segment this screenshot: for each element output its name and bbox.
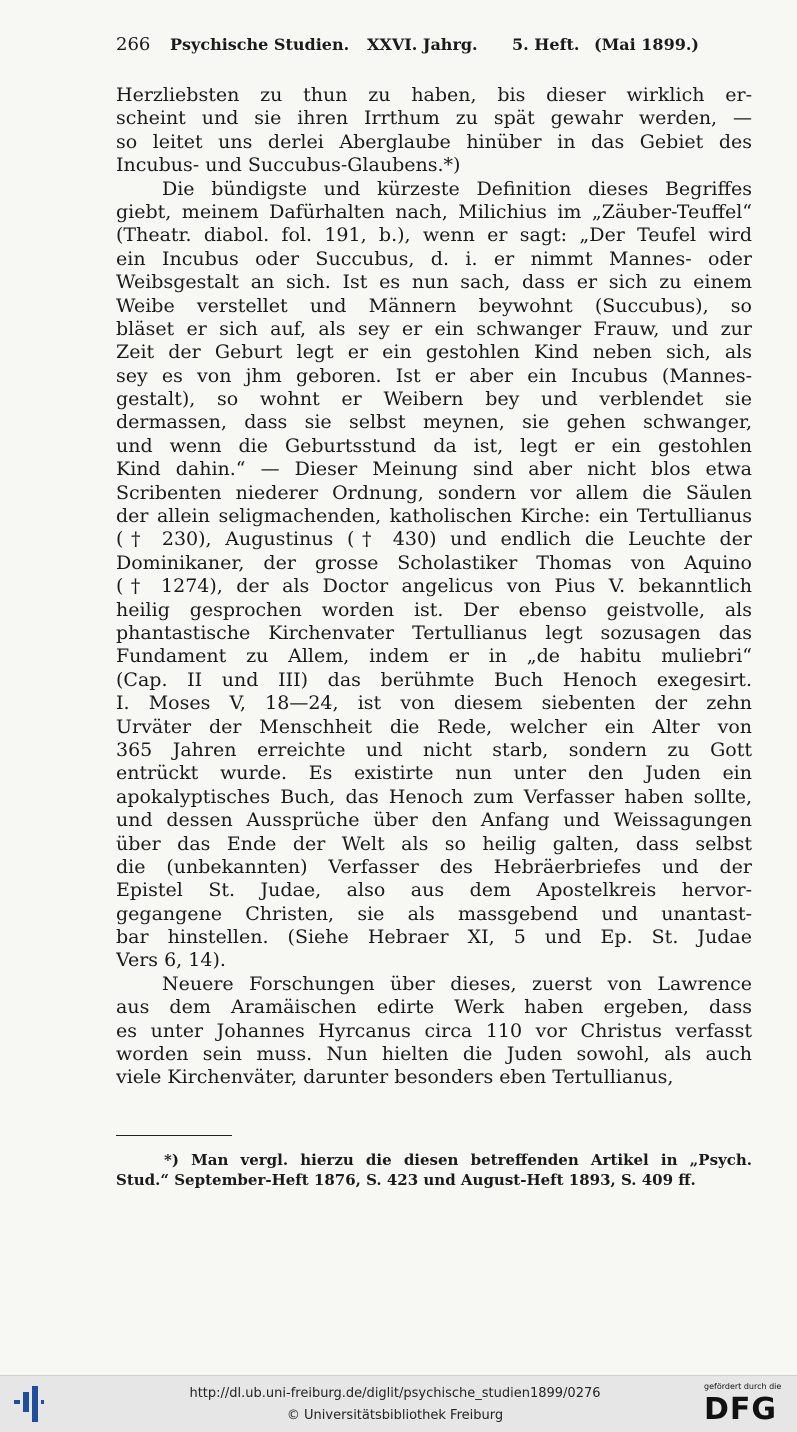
- text-line: aus dem Aramäischen edirte Werk haben ergeben, dass: [116, 996, 752, 1019]
- text-line: Dominikaner, der grosse Scholastiker Thomas von Aquino: [116, 551, 752, 574]
- text-line: Urväter der Menschheit die Rede, welcher ein Alter von: [116, 715, 752, 738]
- text-line: († 1274), der als Doctor angelicus von Pius V. bekanntlich: [116, 575, 752, 598]
- text-line: Vers 6, 14).: [116, 949, 226, 972]
- text-line: viele Kirchenväter, darunter besonders eben Tertullianus,: [116, 1066, 674, 1089]
- text-line: entrückt wurde. Es existirte nun unter den Juden ein: [116, 762, 752, 785]
- text-line: und dessen Aussprüche über den Anfang und Weissagungen: [116, 809, 752, 832]
- issue-label: 5. Heft.: [512, 35, 580, 54]
- viewer-footer: [0, 1375, 797, 1432]
- text-line: so leitet uns derlei Aberglaube hinüber in das Gebiet des: [116, 130, 752, 153]
- text-line: dermassen, dass sie selbst meynen, sie gehen schwanger,: [116, 411, 752, 434]
- text-line: Zeit der Geburt legt er ein gestohlen Kind neben sich, als: [116, 341, 752, 364]
- text-line: Herzliebsten zu thun zu haben, bis dieser wirklich er-: [116, 84, 752, 106]
- text-line: heilig gesprochen worden ist. Der ebenso geistvolle, als: [116, 598, 752, 621]
- text-line: worden sein muss. Nun hielten die Juden sowohl, als auch: [116, 1043, 752, 1066]
- text-line: es unter Johannes Hyrcanus circa 110 vor Christus verfasst: [116, 1019, 752, 1042]
- text-line: Fundament zu Allem, indem er in „de habitu muliebri“: [116, 645, 752, 668]
- text-line: Scribenten niederer Ordnung, sondern vor allem die Säulen: [116, 481, 752, 504]
- text-line: Neuere Forschungen über dieses, zuerst von Lawrence: [162, 972, 752, 995]
- text-line: der allein seligmachenden, katholischen Kirche: ein Tertullianus: [116, 505, 752, 528]
- text-line: apokalyptisches Buch, das Henoch zum Verfasser haben sollte,: [116, 785, 752, 808]
- footnote-rule: [116, 1135, 232, 1136]
- text-line: 365 Jahren erreichte und nicht starb, sondern zu Gott: [116, 738, 752, 761]
- dfg-mark: DFG: [704, 1392, 778, 1427]
- ub-freiburg-logo-icon: [14, 1386, 44, 1422]
- text-line: Epistel St. Judae, also aus dem Apostelkreis hervor-: [116, 879, 752, 902]
- source-url-link[interactable]: http://dl.ub.uni-freiburg.de/diglit/psychische_studien1899/0276: [189, 1386, 601, 1401]
- text-line: ein Incubus oder Succubus, d. i. er nimmt Mannes- oder: [116, 247, 752, 270]
- text-line: bläset er sich auf, als sey er ein schwanger Frauw, und zur: [116, 317, 752, 340]
- issue-date: (Mai 1899.): [594, 35, 699, 54]
- dfg-logo: [700, 1382, 790, 1428]
- copyright-notice: © Universitätsbibliothek Freiburg: [286, 1408, 504, 1423]
- text-line: die (unbekannten) Verfasser des Hebräerbriefes und der: [116, 855, 752, 878]
- text-line: (Theatr. diabol. fol. 191, b.), wenn er sagt: „Der Teufel wird: [116, 224, 752, 247]
- footnote: [116, 1150, 752, 1190]
- journal-title: Psychische Studien.: [170, 35, 350, 54]
- footnote-line: *) Man vergl. hierzu die diesen betreffenden Artikel in „Psych.: [164, 1151, 752, 1169]
- text-line: giebt, meinem Dafürhalten nach, Milichius im „Zäuber-Teuffel“: [116, 200, 752, 223]
- text-line: († 230), Augustinus († 430) und endlich die Leuchte der: [116, 528, 752, 551]
- text-line: gestalt), so wohnt er Weibern bey und verblendet sie: [116, 388, 752, 411]
- text-line: sey es von jhm geboren. Ist er aber ein Incubus (Mannes-: [116, 364, 752, 387]
- text-line: (Cap. II und III) das berühmte Buch Henoch exegesirt.: [116, 668, 752, 691]
- body-text: [116, 84, 752, 1090]
- text-line: gegangene Christen, sie als massgebend und unantast-: [116, 902, 752, 925]
- text-line: phantastische Kirchenvater Tertullianus legt sozusagen das: [116, 621, 752, 644]
- text-line: über das Ende der Welt als so heilig galten, dass selbst: [116, 832, 752, 855]
- text-line: Weibe verstellet und Männern beywohnt (Succubus), so: [116, 294, 752, 317]
- text-line: Die bündigste und kürzeste Definition dieses Begriffes: [162, 177, 752, 200]
- dfg-tagline: gefördert durch die: [704, 1382, 782, 1391]
- running-header: [116, 34, 756, 60]
- page-number: 266: [116, 34, 151, 55]
- text-line: und wenn die Geburtsstund da ist, legt er ein gestohlen: [116, 434, 752, 457]
- footnote-line: Stud.“ September-Heft 1876, S. 423 und August-Heft 1893, S. 409 ff.: [116, 1171, 696, 1189]
- text-line: bar hinstellen. (Siehe Hebraer XI, 5 und Ep. St. Judae: [116, 926, 752, 949]
- text-line: Weibsgestalt an sich. Ist es nun sach, dass er sich zu einem: [116, 271, 752, 294]
- text-line: scheint und sie ihren Irrthum zu spät gewahr werden, —: [116, 107, 752, 130]
- text-line: Incubus- und Succubus-Glaubens.*): [116, 154, 461, 177]
- text-line: I. Moses V, 18—24, ist von diesem siebenten der zehn: [116, 692, 752, 715]
- text-line: Kind dahin.“ — Dieser Meinung sind aber nicht blos etwa: [116, 458, 752, 481]
- volume-label: XXVI. Jahrg.: [367, 35, 478, 54]
